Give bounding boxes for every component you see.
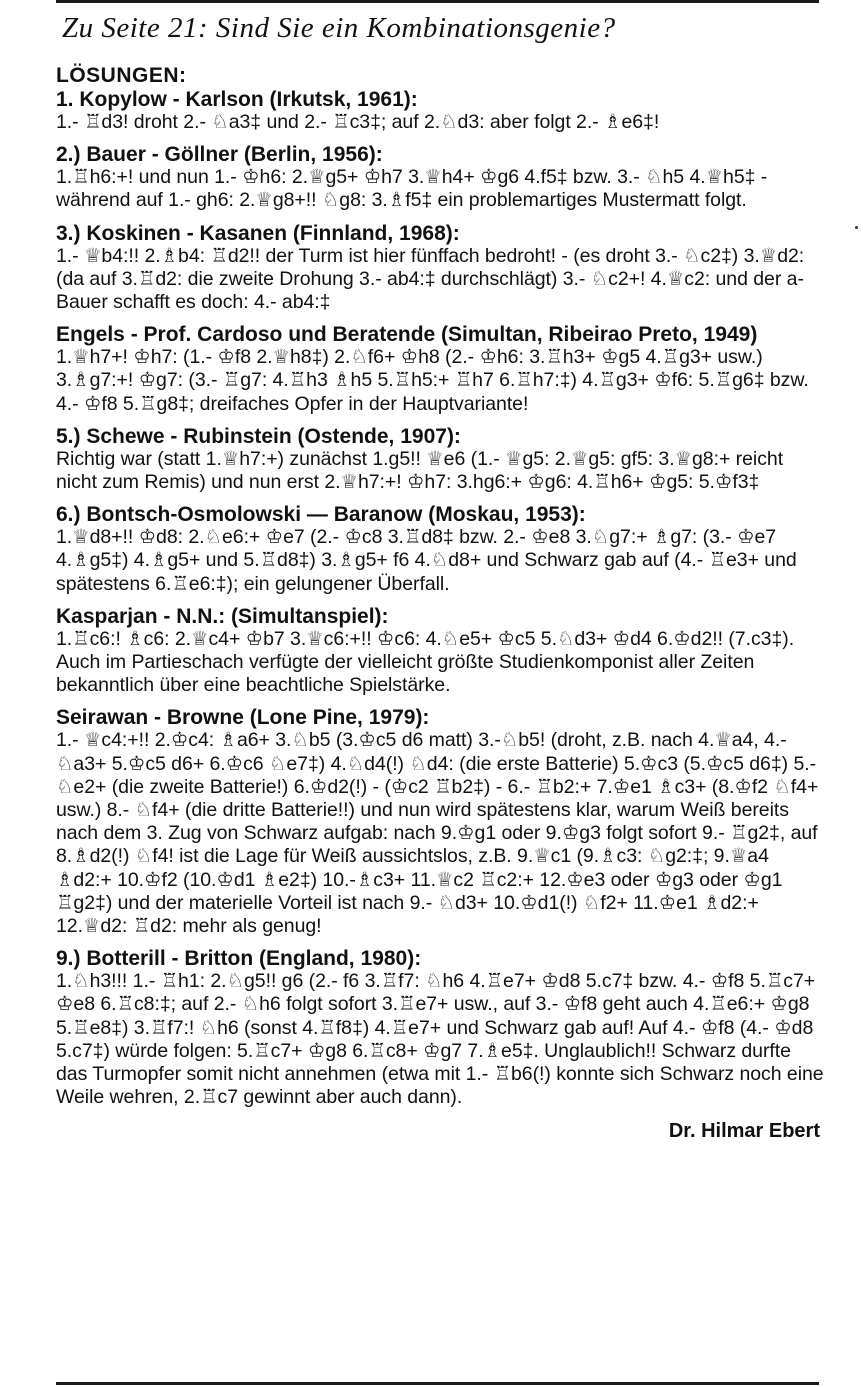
entry-title: Engels - Prof. Cardoso und Beratende (Simultan, Ribeirao Preto, 1949) [56,323,758,347]
solution-entry-8 [56,706,826,938]
entry-title: 9.) Botterill - Britton (England, 1980): [56,947,422,971]
entry-text: 1.♖h6:+! und nun 1.- ♔h6: 2.♕g5+ ♔h7 3.♕h4+ ♔g6 4.f5‡ bzw. 3.- ♘h5 4.♕h5‡ - während auf 1.- gh6: 2.♕g8+!! ♘g8: 3.♗f5‡ ein problemartiges Mustermatt folgt. [56,166,773,212]
entry-text: 1.- ♕b4:!! 2.♗b4: ♖d2!! der Turm ist hier fünffach bedroht! - (es droht 3.- ♘c2‡) 3.♕d2: (da auf 3.♖d2: die zweite Drohung 3.- ab4:‡ durchschlägt) 3.- ♘c2+! 4.♕c2: und der a-Bauer schafft es doch: 4.- ab4:‡ [56,244,810,314]
margin-speck [855,226,858,229]
entry-text: 1.♕h7+! ♔h7: (1.- ♔f8 2.♕h8‡) 2.♘f6+ ♔h8 (2.- ♔h6: 3.♖h3+ ♔g5 4.♖g3+ usw.) 3.♗g7:+! ♔g7: (3.- ♖g7: 4.♖h3 ♗h5 5.♖h5:+ ♖h7 6.♖h7:‡) 4.♖g3+ ♔f6: 5.♖g6‡ bzw. 4.- ♔f8 5.♖g8‡; dreifaches Opfer in der Hauptvariante! [56,346,815,415]
solution-entry-2 [56,143,826,212]
entry-text: Richtig war (statt 1.♕h7:+) zunächst 1.g5!! ♕e6 (1.- ♕g5: 2.♕g5: gf5: 3.♕g8:+ reicht nicht zum Remis) und nun erst 2.♕h7:+! ♔h7: 3.hg6:+ ♔g6: 4.♖h6+ ♔g5: 5.♔f3‡ [56,447,789,494]
entry-text: 1.♕d8+!! ♔d8: 2.♘e6:+ ♔e7 (2.- ♔c8 3.♖d8‡ bzw. 2.- ♔e8 3.♘g7:+ ♗g7: (3.- ♔e7 4.♗g5‡) 4.♗g5+ und 5.♖d8‡) 3.♗g5+ f6 4.♘d8+ und Schwarz gab auf (4.- ♖e3+ und spätestens 6.♖e6:‡); ein gelungener Überfall. [56,526,803,595]
solution-entry-4 [56,323,826,416]
solutions-page [56,8,829,1143]
entry-title: 6.) Bontsch-Osmolowski — Baranow (Moskau, 1953): [56,503,586,527]
entry-text: 1.♘h3!!! 1.- ♖h1: 2.♘g5!! g6 (2.- f6 3.♖f7: ♘h6 4.♖e7+ ♔d8 5.c7‡ bzw. 4.- ♔f8 5.♖c7+ ♔e8 6.♖c8:‡; auf 2.- ♘h6 folgt sofort 3.♖e7+ usw., auf 3.- ♔f8 geht auch 4.♖e6:+ ♔g8 5.♖e8‡) 3.♖f7:! ♘h6 (sonst 4.♖f8‡) 4.♖e7+ und Schwarz gab auf! Auf 4.- ♔f8 (4.- ♔d8 5.c7‡) würde folgen: 5.♖c7+ ♔g8 6.♖c8+ ♔g7 7.♗e5‡. Unglaublich!! Schwarz durfte das Turmopfer somit nicht annehmen (etwa mit 1.- ♖b6(!) konnte sich Schwarz noch eine Weile wehren, 2.♖c7 gewinnt aber auch dann). [56,970,829,1109]
bottom-rule [56,1382,819,1385]
page-heading: Zu Seite 21: Sind Sie ein Kombinationsgenie? [62,12,616,44]
author-signature: Dr. Hilmar Ebert [668,1119,820,1142]
entry-title: 3.) Koskinen - Kasanen (Finnland, 1968): [56,221,460,245]
entry-title: 2.) Bauer - Göllner (Berlin, 1956): [56,143,383,167]
solution-entry-7 [56,605,826,698]
solution-entry-3 [56,222,826,315]
entry-title: 5.) Schewe - Rubinstein (Ostende, 1907): [56,424,461,448]
solution-entry-5 [56,425,826,494]
entry-title: 1. Kopylow - Karlson (Irkutsk, 1961): [56,88,418,111]
entry-text: 1.- ♖d3! droht 2.- ♘a3‡ und 2.- ♖c3‡; auf 2.♘d3: aber folgt 2.- ♗e6‡! [56,111,660,133]
entry-text: 1.- ♕c4:+!! 2.♔c4: ♗a6+ 3.♘b5 (3.♔c5 d6 matt) 3.-♘b5! (droht, z.B. nach 4.♕a4, 4.- ♘a3+ 5.♔c5 d6+ 6.♔c6 ♘e7‡) 4.♘d4(!) ♘d4: (die erste Batterie) 5.♔c3 (5.♔c5 d6‡) 5.- ♘e2+ (die zweite Batterie!) 6.♔d2(!) - (♔c2 ♖b2‡) - 6.- ♖b2:+ 7.♔e1 ♗c3+ (8.♔f2 ♘f4+ usw.) 8.- ♘f4+ (die dritte Batterie!!) und nun wird spätestens klar, warum Weiß bereits nach dem 3. Zug von Schwarz aufgab: nach 9.♔g1 oder 9.♔g3 folgt sofort 9.- ♖g2‡, auf 8.♗d2(!) ♘f4! ist die Lage für Weiß aussichtslos, z.B. 9.♕c1 (9.♗c3: ♘g2:‡; 9.♕a4 ♗d2:+ 10.♔f2 (10.♔d1 ♗e2‡) 10.-♗c3+ 11.♕c2 ♖c2:+ 12.♔e3 oder ♔g3 oder ♔g1 ♖g2‡) und der materielle Vorteil ist nach 9.- ♘d3+ 10.♔d1(!) ♘f2+ 11.♔e1 ♗d2:+ 12.♕d2: ♖d2: mehr als genug! [56,729,824,938]
solution-entry-9 [56,947,829,1109]
entry-title: Kasparjan - N.N.: (Simultanspiel): [56,604,389,628]
top-rule [56,0,819,3]
solutions-label: LÖSUNGEN: [56,64,187,87]
entry-text: 1.♖c6:! ♗c6: 2.♕c4+ ♔b7 3.♕c6:+!! ♔c6: 4.♘e5+ ♔c5 5.♘d3+ ♔d4 6.♔d2!! (7.c3‡). Auch im Partieschach verfügte der vielleicht größte Studienkomponist aller Zeiten bekanntlich über eine beachtliche Spielstärke. [56,627,795,697]
solution-entry-1 [56,88,826,134]
solution-entry-6 [56,503,826,596]
entry-title: Seirawan - Browne (Lone Pine, 1979): [56,706,430,730]
